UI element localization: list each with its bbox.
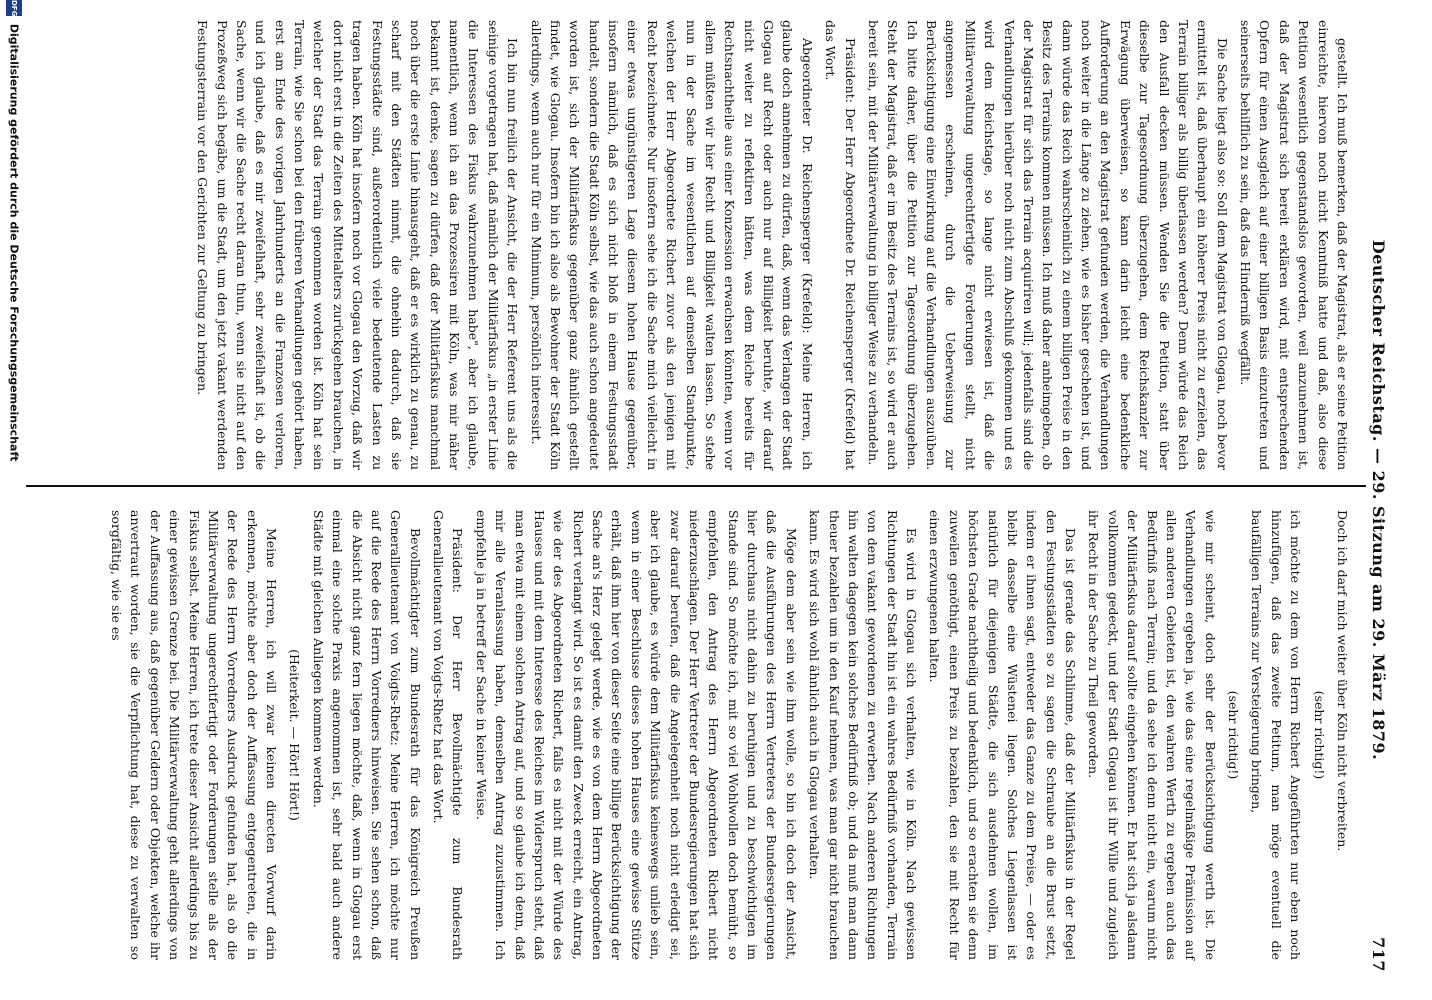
paragraph: Die Sache liegt also so: Soll dem Magistrat von Glogau, noch bevor ermittelt ist, daß überhaupt ein höherer Preis nicht zu erzielen, das Terrain billiger als billig überlassen werden? Denn würde das Reich den Ausfall decken müssen. Wenden Sie die Petition, statt über dieselbe zur Tagesordnung überzugehen, dem Reichskanzler zur Erwägung überweisen, so kann darin leicht eine bedenkliche Aufforderung an den Magistrat gefunden werden, die Verhandlungen noch weiter in die Länge zu ziehen, wie es bisher geschehen ist, und dann würde das Reich wahrscheinlich zu einem billigen Preise in den Besitz des Terrains kommen müssen. Ich muß daher anheimgeben, ob der Magistrat für sich das Terrain acquiriren will; jedenfalls sind die Verhandlungen hierüber noch nicht zum Abschluß gekommen und es wird dem Reichstage, so lange nicht erwiesen ist, daß die Militärverwaltung ungerechtfertigte Forderungen stellt, nicht angemessen erscheinen, durch die Ueberweisung zur Berücksichtigung eine Einwirkung auf die Verhandlungen auszuüben. Ich bitte daher, über die Petition zur Tagesordnung überzugehen. Steht der Magistrat, daß er im Besitz des Terrains ist, so wird er auch bereit sein, mit der Militärverwaltung in billiger Weise zu verhandeln.: [866, 20, 1230, 470]
interjection: (Heiterkeit. — Hört! Hört!): [287, 649, 303, 821]
left-column: [189, 20, 1352, 470]
running-head: Deutscher Reichstag. — 29. Sitzung am 29. März 1879.: [1369, 239, 1388, 761]
paragraph: Das ist gerade das Schlimme, daß der Militärfiskus in der Regel den Festungsstädten so zu sagen die Schraube an die Brust setzt, indem er ihnen sagt, entweder das Ganze zu dem Preise, — oder es bleibt dasselbe eine Wüstenei liegen. Solches Liegenlassen ist natürlich für diejenigen Städte, die sich ausdehnen wollen, im höchsten Grade nachtheilig und bedenklich, und so erachten sie denn zuweilen genöthigt, einen Preis zu bezahlen, den sie mit Recht für einen erzwungenen halten.: [927, 510, 1079, 960]
paragraph: Abgeordneter Dr. Reichensperger (Krefeld): Meine Herren, ich glaube doch annehmen zu dürfen, daß, wenn das Verlangen der Stadt Glogau auf Recht oder auch nur auf Billigkeit beruhte, wir darauf nicht weiter zu reflektiren hätten, was dem Reiche bereits für Rechtsnachtheile aus einer Konzession erwachsen könnten, wenn vor allem müßten wir hier Recht und Billigkeit walten lassen. So stehe nun in der Sache im wesentlichen auf demselben Standpunkte, welchen der Herr Abgeordnete Richert zuvor als den jenigen mit Recht bezeichnete. Nur insofern sehe ich die Sache mich vielleicht in einer etwas ungünstigeren Lage diesem hohen Hause gegenüber, insofern nämlich, daß es sich nicht bloß in einem Festungsstadt handelt, sondern die Stadt Köln selbst, wie das auch schon angedeutet worden ist, sich der Militärfiskus gegenüber ganz ähnlich gestellt findet, wie Glogau. Insofern bin ich also als Bewohner der Stadt Köln allerdings, wenn auch nur für ein Minimum, persönlich interessirt.: [528, 20, 815, 470]
speaker-paragraph: Präsident: Der Herr Bevollmächtigte zum Bundesrath Generallieutenant von Voigts-Rhetz hat das Wort.: [431, 510, 466, 960]
paragraph: Meine Herren, ich will zwar keinen directen Vorwurf darin erkennen, möchte aber doch der Auffassung entgegentreten, die in der Rede des Herrn Vorredners Ausdruck gefunden hat, als ob die Militärverwaltung ungerechtfertigt oder Forderungen stelle als der Fiskus selbst. Meine Herren, ich trete dieser Ansicht allerdings bis zu einer gewissen Grenze bei. Die Militärverwaltung geht allerdings von der Auffassung aus, daß gegenüber Geldern oder Objekten, welche ihr anvertraut worden, sie die Verpflichtung hat, diese zu verwalten so sorgfältig, wie sie es: [109, 510, 280, 960]
page-footer: [2, 0, 22, 1000]
paragraph: ich möchte zu dem von Herrn Richert Angeführten nur eben noch hinzufügen, daß das zweite Petitum, man möge eventuell die baufälligen Terrains zur Versteigerung bringen,: [1249, 510, 1304, 960]
interjection: (sehr richtig!): [1311, 690, 1327, 780]
paragraph: Doch ich darf mich weiter über Köln nicht verbreiten.: [1335, 510, 1350, 852]
footer-credit: Digitalisierung gefördert durch die Deutsche Forschungsgemeinschaft: [7, 23, 21, 462]
paragraph: Ich bin nun freilich der Ansicht, die der Herr Referent uns als die seinige vorgetragen hat, daß nämlich der Militärfiskus „in erster Linie die Interessen des Fiskus wahrzunehmen habe", aber ich glaube, namentlich, wenn ich an das Prozessiren mit Köln, was mir näher bekannt ist, denke, sagen zu dürfen, daß der Militärfiskus manchmal noch über die erste Linie hinausgeht, daß er es wirklich zu genau, zu scharf mit den Städten nimmt, die ohnehin dadurch, daß sie Festungsstädte sind, außerordentlich viele bedeutende Lasten zu tragen haben. Köln hat insofern noch vor Glogau den Vorzug, daß wir dort nicht erst in die Zeiten des Mittelalters zurückgehen brauchen, in welcher der Stadt das Terrain genommen worden ist. Köln hat sein Terrain, wie Sie schon bei den früheren Verhandlungen gehört haben, erst am Ende des vorigen Jahrhunderts an die Franzosen verloren, und ich glaube, daß es mir zweifelhaft, sehr zweifelhaft ist, ob die Sache, wenn wir die Sache recht daran thun, wenn sie nicht auf den Prozeßweg sich begäbe, um die Stadt, um den jetzt vakant werdenden Festungsterrain vor den Gerichten zur Geltung zu bringen.: [195, 20, 521, 470]
right-column: [103, 510, 1352, 960]
paragraph: gestellt. Ich muß bemerken, daß der Magistrat, als er seine Petition einreichte, hiervon noch nicht Kenntniß hatte und daß, also diese Petition wesentlich gegenstandslos geworden, weil anzunehmen ist, daß der Magistrat sich bereit erklären wird, mit entsprechenden Opfern für einen Ausgleich auf einer billigen Basis einzutreten und seinerseits behilflich zu sein, daß das Hinderniß wegfällt.: [1238, 20, 1350, 470]
page-header: [1362, 0, 1388, 1000]
speaker-paragraph: Präsident: Der Herr Abgeordnete Dr. Reichensperger (Krefeld) hat das Wort.: [823, 20, 858, 470]
paragraph: wie mir scheint, doch sehr der Berücksichtigung werth ist. Die Verhandlungen ergeben ja, wie das eine regelmäßige Prämission auf allen anderen Gebieten ist, den wahren Werth zu ergeben auch das Bedürfniß nach Terrain; und da sehe ich denn nicht ein, warum nicht der Militärfiskus darauf sollte eingehen können. Er hat sich ja alsdann vollkommen gedeckt, und der Stadt Glogau ist ihr Wille und zugleich ihr Recht in der Sache zu Theil geworden.: [1086, 510, 1218, 960]
paragraph: Es wird in Glogau sich verhalten, wie in Köln. Nach gewissen Richtungen der Stadt hin ist ein wahres Bedürfniß vorhanden, Terrain von dem vakant gewordenen zu erwerben. Nach anderen Richtungen hin walten dagegen kein solches Bedürfniß ob; und da muß man dann theuer bezahlen um in den Kauf nehmen, was man gar nicht brauchen kann. Es wird sich wohl ähnlich auch in Glogau verhalten.: [807, 510, 920, 960]
column-divider: [26, 485, 1366, 487]
paragraph: Möge dem aber sein wie ihm wolle, so bin ich doch der Ansicht, daß die Ausführungen des Herrn Vertreters der Bundesregierungen hier durchaus nicht dahin zu beruhigen und zu beschwichtigen im Stande sind. So möchte ich, mit so viel Wohlwollen doch bemüht, so empfehlen, den Antrag des Herrn Abgeordneten Richert nicht niederzuschlagen. Der Herr Vertreter der Bundesregierungen hat sich zwar darauf berufen, daß die Angelegenheit noch nicht erledigt sei, aber ich glaube, es würde dem Militärfiskus keineswegs unlieb sein, wenn in einer Beschlusse dieses hohen Hauses eine gewisse Stütze erhält, daß ihm hier von dieser Seite eine billige Berücksichtigung der Sache an's Herz gelegt werde, wie es von dem Herrn Abgeordneten Richert verlangt wird. So ist es damit den Zweck erreicht, ein Antrag, wie der des Abgeordneten Richert, falls es nicht mit der Würde des Hauses und mit dem Interesse des Reiches im Widerspruch steht, daß man etwa mit einem solchen Antrag auf, und so glaube ich denn, daß mir alle Veranlassung haben, demselben Antrag zuzustimmen. Ich empfehle ja in betreff der Sache in keiner Weise.: [473, 510, 799, 960]
dfg-logo-icon: DFG: [6, 0, 22, 16]
interjection: (sehr richtig!): [1226, 690, 1242, 780]
page-number: 717: [1369, 937, 1388, 972]
paragraph: Bevollmächtigter zum Bundesrath für das Königreich Preußen Generallieutenant von Voigts-Rhetz: Meine Herren, ich möchte nur auf die Rede des Herrn Vorredners hinweisen. Sie sehen schon, daß die Absicht nicht ganz fern liegen möchte, daß, wenn in Glogau erst einmal eine solche Praxis angenommen ist, sehr bald auch andere Städte mit gleichen Anliegen kommen werden.: [310, 510, 423, 960]
